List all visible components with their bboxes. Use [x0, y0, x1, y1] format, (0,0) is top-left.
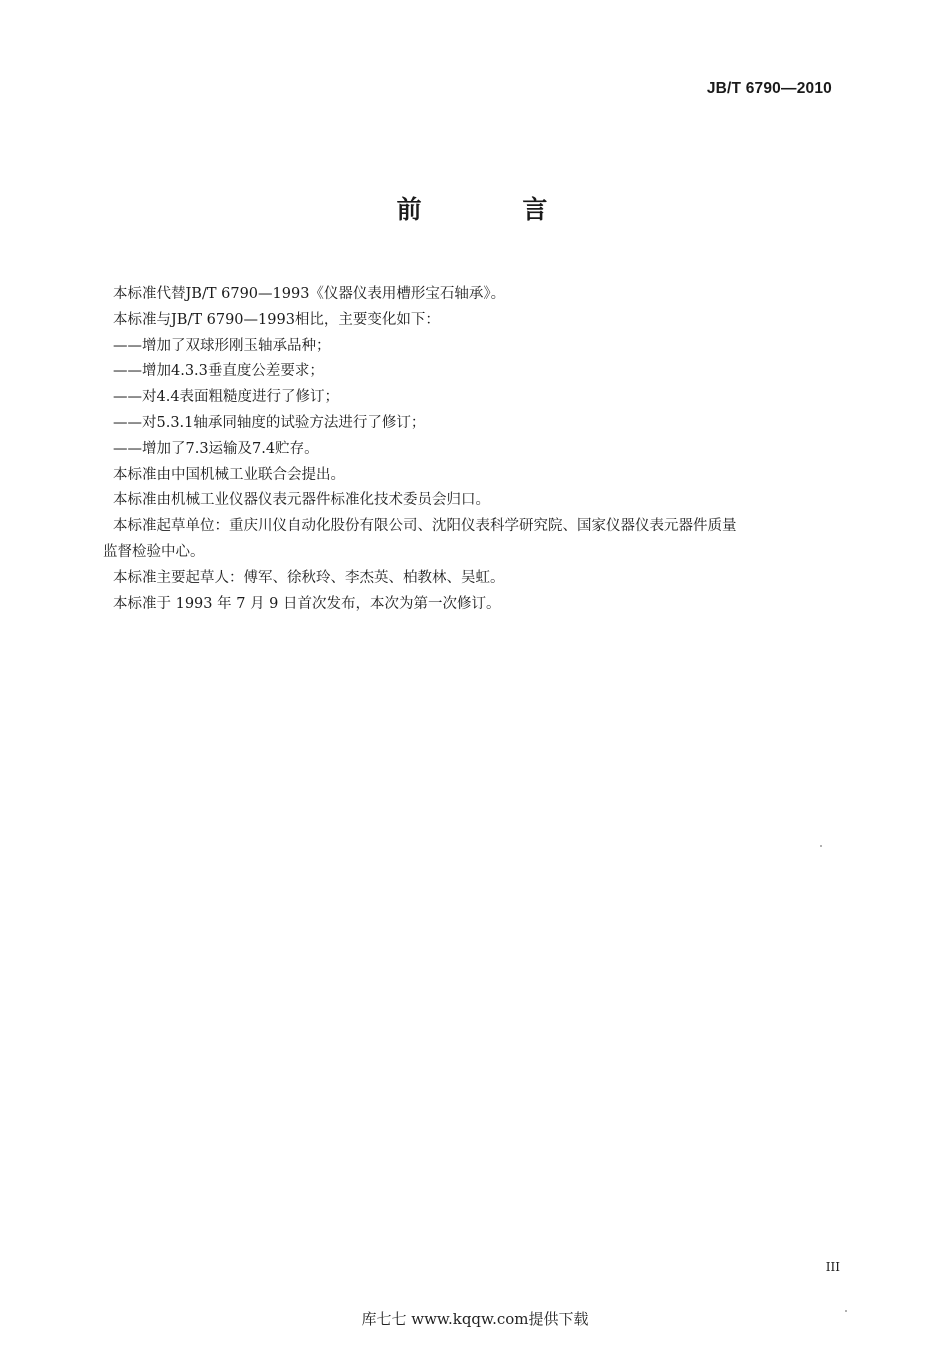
paragraph: 本标准起草单位：重庆川仪自动化股份有限公司、沈阳仪表科学研究院、国家仪器仪表元器件质量: [113, 518, 737, 535]
standard-code: JB/T 6790—2010: [706, 80, 832, 97]
page-title: 前 言: [396, 195, 594, 224]
paragraph: 本标准由中国机械工业联合会提出。: [113, 466, 345, 483]
list-item: ——增加了双球形刚玉轴承品种；: [113, 337, 331, 354]
paragraph: 本标准由机械工业仪器仪表元器件标准化技术委员会归口。: [113, 492, 490, 509]
paragraph-continuation: 监督检验中心。: [103, 543, 205, 560]
paragraph: 本标准代替JB/T 6790—1993《仪器仪表用槽形宝石轴承》。: [113, 286, 506, 302]
list-item: ——增加了7.3运输及7.4贮存。: [113, 440, 319, 457]
paragraph: 本标准于 1993 年 7 月 9 日首次发布，本次为第一次修订。: [113, 595, 501, 612]
footer-download-notice: 库七七 www.kqqw.com提供下载: [361, 1310, 589, 1328]
list-item: ——增加4.3.3垂直度公差要求；: [113, 363, 324, 380]
page-number: III: [825, 1260, 840, 1274]
paragraph: 本标准与JB/T 6790—1993相比，主要变化如下：: [113, 311, 440, 328]
paragraph: 本标准主要起草人：傅军、徐秋玲、李杰英、柏教林、吴虹。: [113, 569, 505, 586]
scan-speck: [845, 1310, 847, 1312]
list-item: ——对5.3.1轴承同轴度的试验方法进行了修订；: [113, 414, 426, 431]
list-item: ——对4.4表面粗糙度进行了修订；: [113, 389, 340, 406]
scan-speck: [820, 845, 822, 847]
body-text: [103, 282, 843, 617]
